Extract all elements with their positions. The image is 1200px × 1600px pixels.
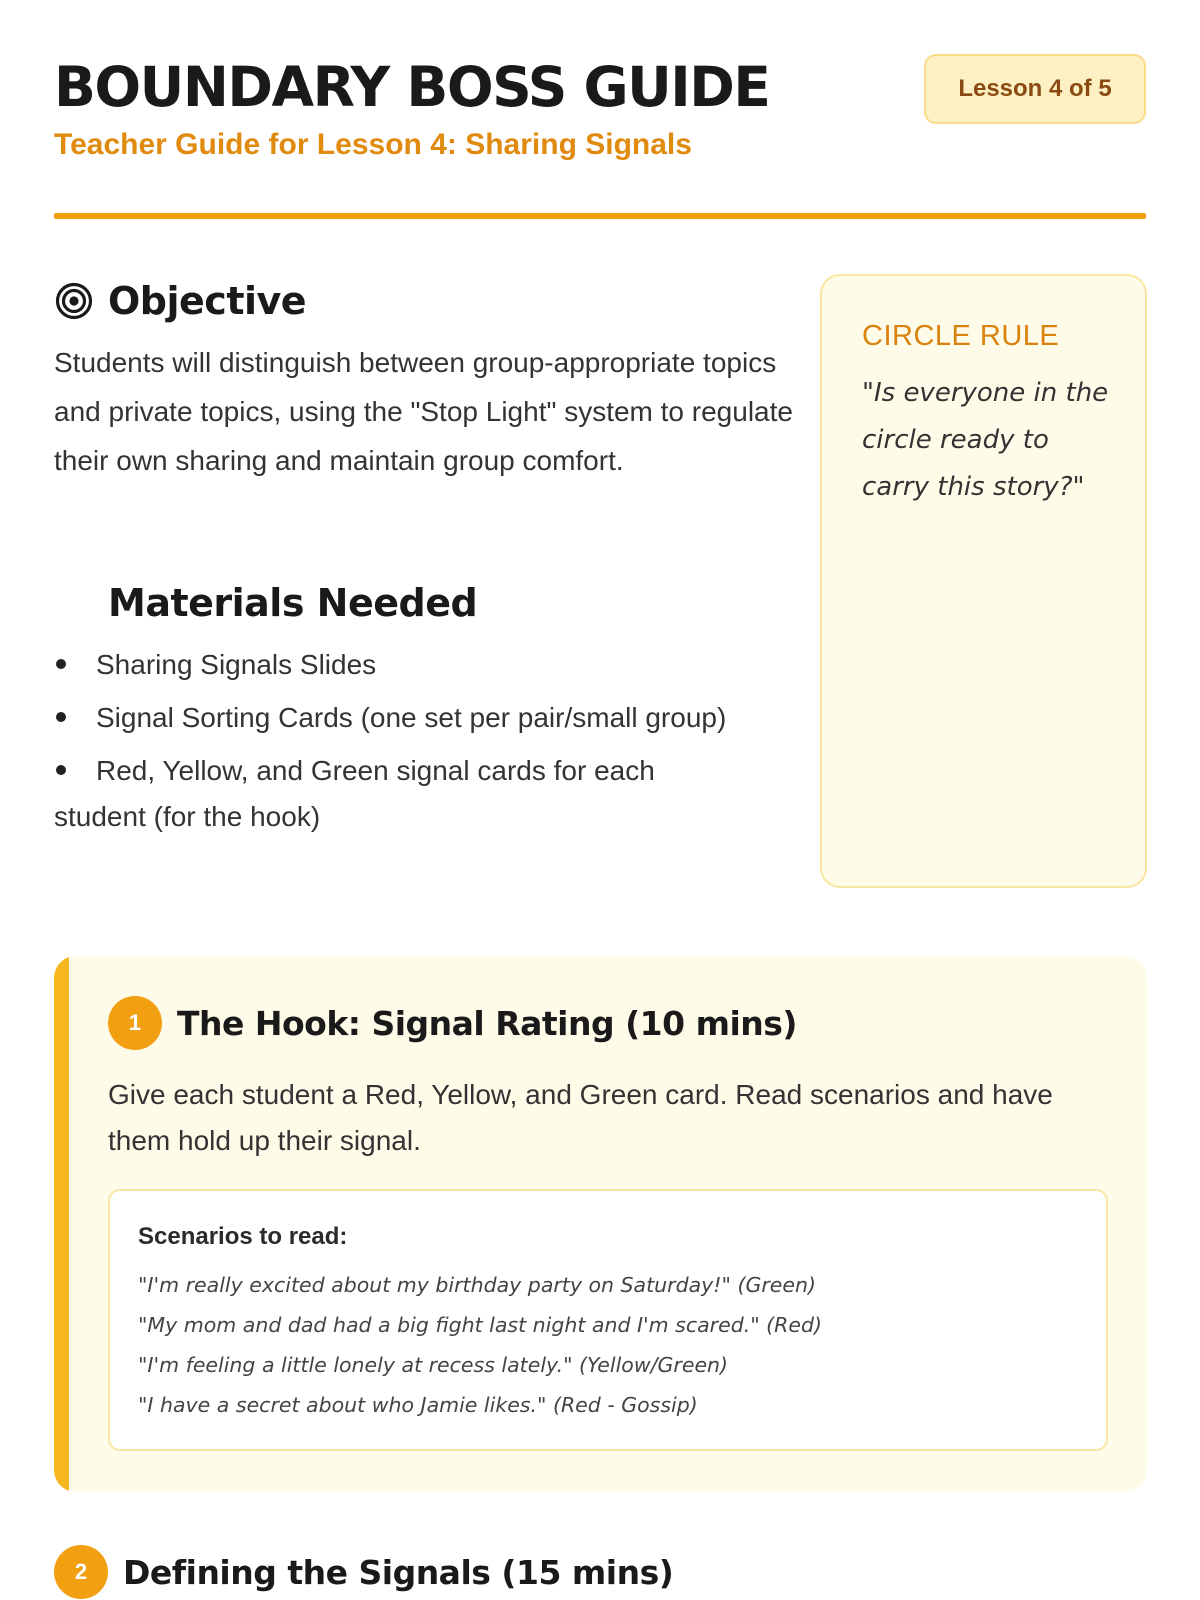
page-header bbox=[54, 54, 1146, 166]
materials-heading: Materials Needed bbox=[108, 581, 478, 625]
circle-rule-quote: "Is everyone in the circle ready to carry this story?" bbox=[862, 378, 1109, 502]
scenarios-heading: Scenarios to read: bbox=[138, 1223, 348, 1250]
scenario-item: "I'm really excited about my birthday party on Saturday!" (Green) bbox=[138, 1273, 816, 1297]
objective-text: Students will distinguish between group-appropriate topics and private topics, using the "Stop Light" system to regulate their own sharing and maintain group comfort. bbox=[54, 347, 793, 476]
step-1-title: The Hook: Signal Rating (10 mins) bbox=[177, 1003, 798, 1043]
bullet-icon bbox=[56, 659, 66, 669]
step-1-header bbox=[108, 996, 797, 1050]
accent-bar bbox=[54, 956, 69, 1492]
scenarios-box bbox=[108, 1189, 1108, 1451]
step-2-header bbox=[54, 1545, 673, 1599]
page-title: BOUNDARY BOSS GUIDE bbox=[54, 55, 770, 119]
objective-heading: Objective bbox=[108, 279, 307, 323]
step-2-number-badge: 2 bbox=[54, 1545, 108, 1599]
list-item bbox=[54, 642, 754, 688]
step-1-card bbox=[54, 956, 1147, 1492]
materials-list bbox=[54, 642, 754, 840]
materials-section bbox=[54, 578, 754, 847]
list-item bbox=[54, 695, 754, 741]
step-1-number-badge: 1 bbox=[108, 996, 162, 1050]
circle-rule-title: CIRCLE RULE bbox=[862, 320, 1060, 352]
bullet-icon bbox=[56, 765, 66, 775]
lesson-badge: Lesson 4 of 5 bbox=[924, 54, 1146, 124]
scenario-item: "My mom and dad had a big fight last night and I'm scared." (Red) bbox=[138, 1313, 823, 1337]
step-2-title: Defining the Signals (15 mins) bbox=[123, 1552, 674, 1592]
page-subtitle: Teacher Guide for Lesson 4: Sharing Signals bbox=[54, 128, 692, 161]
circle-rule-card bbox=[820, 274, 1147, 888]
scenarios-list bbox=[138, 1265, 1078, 1425]
objective-section bbox=[54, 278, 794, 485]
scenario-item: "I have a secret about who Jamie likes." (Red - Gossip) bbox=[138, 1393, 698, 1417]
list-item bbox=[54, 748, 754, 840]
step-1-description: Give each student a Red, Yellow, and Green card. Read scenarios and have them hold up their signal. bbox=[108, 1079, 1053, 1156]
target-icon bbox=[54, 281, 94, 321]
scenario-item: "I'm feeling a little lonely at recess lately." (Yellow/Green) bbox=[138, 1353, 729, 1377]
header-divider bbox=[54, 213, 1146, 219]
bullet-icon bbox=[56, 712, 66, 722]
list-item-text: Signal Sorting Cards (one set per pair/small group) bbox=[96, 702, 727, 733]
step-2-section bbox=[54, 1545, 673, 1599]
list-item-text: Sharing Signals Slides bbox=[96, 649, 377, 680]
list-item-text: Red, Yellow, and Green signal cards for each student (for the hook) bbox=[54, 755, 655, 832]
